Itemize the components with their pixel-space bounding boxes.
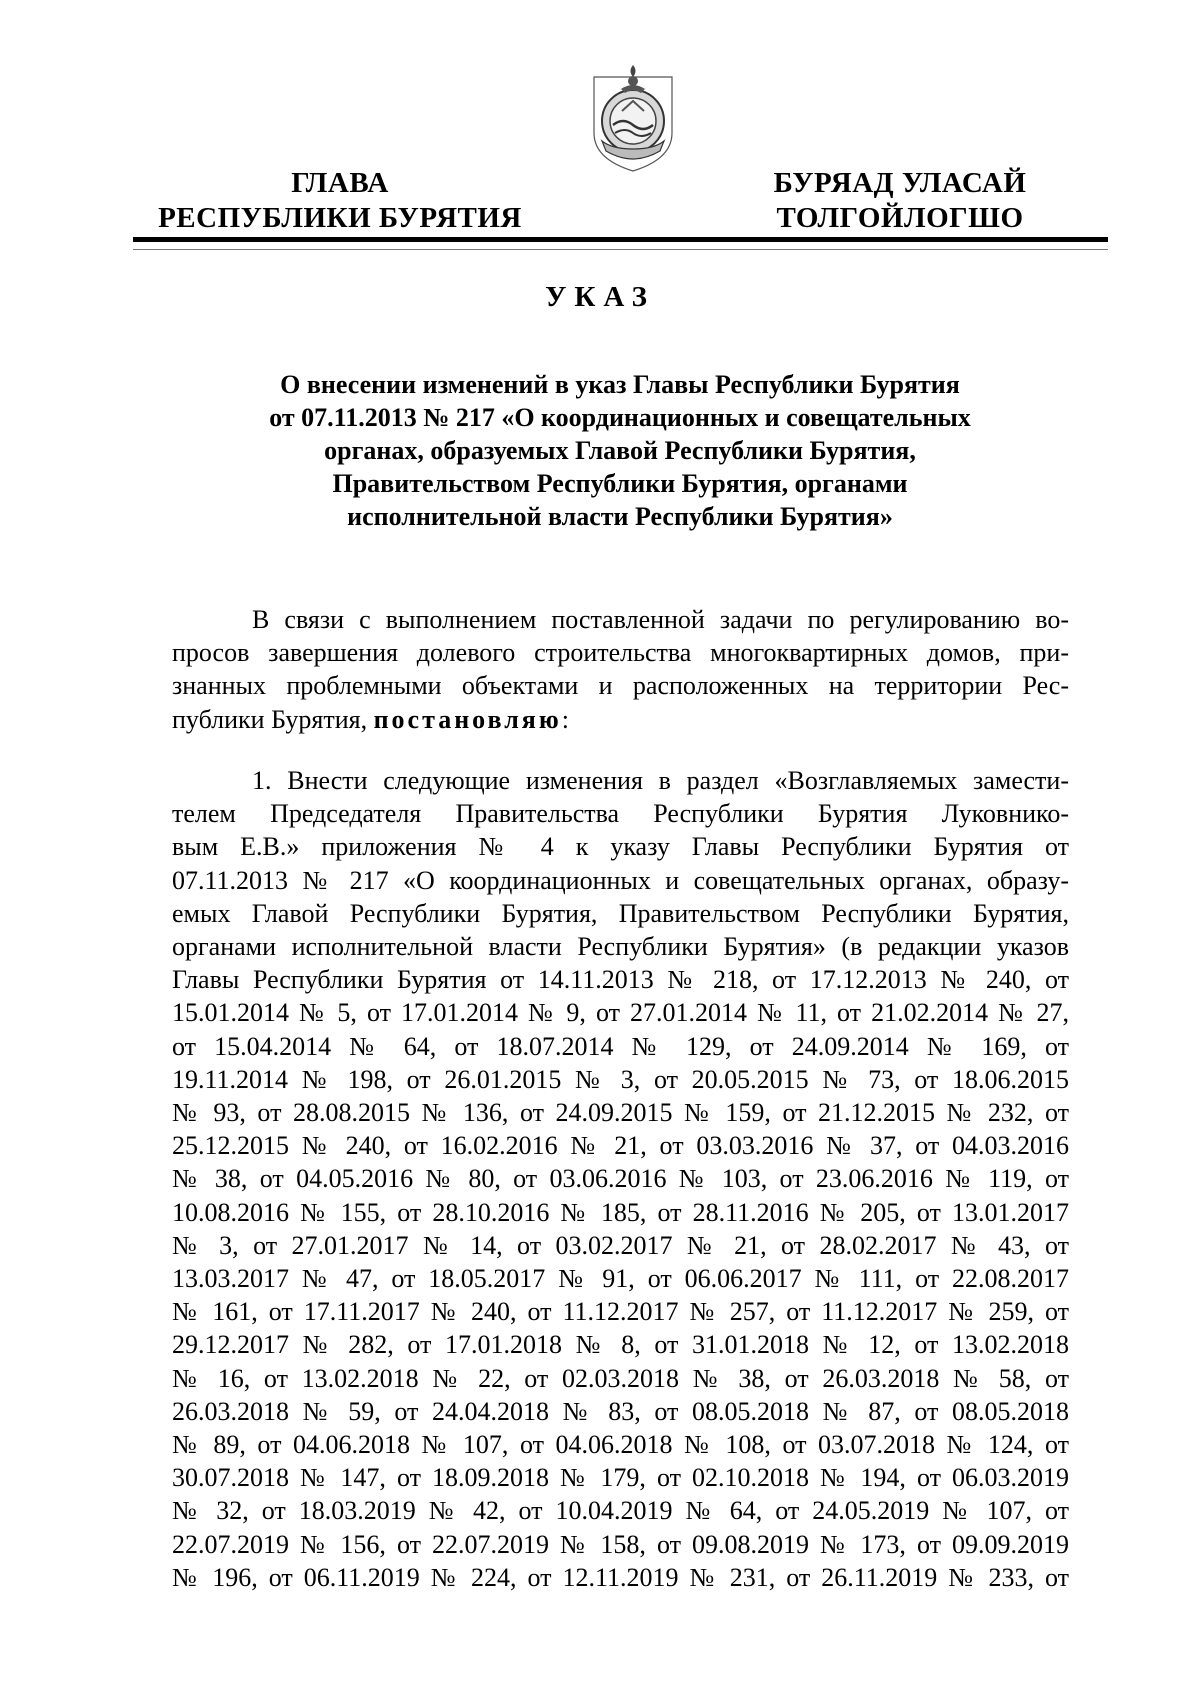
header-divider-thick — [133, 237, 1108, 242]
text-line: 22.07.2019 № 156, от 22.07.2019 № 158, от 09.08.2019 № 173, от 09.09.2019 — [172, 1529, 1069, 1559]
text-line: 10.08.2016 № 155, от 28.10.2016 № 185, от 28.11.2016 № 205, от 13.01.2017 — [172, 1197, 1069, 1227]
issuer-title-line: РЕСПУБЛИКИ БУРЯТИЯ — [158, 202, 522, 234]
text-line: 13.03.2017 № 47, от 18.05.2017 № 91, от 06.06.2017 № 111, от 22.08.2017 — [172, 1264, 1069, 1294]
subject-line: Правительством Республики Бурятия, органами — [332, 469, 908, 498]
text-line: 07.11.2013 № 217 «О координационных и совещательных органах, образу- — [172, 865, 1069, 895]
issuer-title-russian — [150, 166, 530, 236]
text-fragment: публики Бурятия, — [172, 704, 374, 734]
text-line: знанных проблемными объектами и расположенных на территории Рес- — [172, 671, 1069, 701]
issuer-title-line: ТОЛГОЙЛОГШО — [776, 202, 1024, 234]
text-line: емых Главой Республики Бурятия, Правительством Республики Бурятия, — [172, 898, 1069, 928]
issuer-title-buryat — [735, 166, 1065, 236]
text-line: № 38, от 04.05.2016 № 80, от 03.06.2016 № 103, от 23.06.2016 № 119, от — [172, 1164, 1069, 1194]
text-fragment: : — [561, 704, 569, 734]
coat-of-arms-icon — [588, 55, 678, 175]
header-divider-thin — [133, 249, 1108, 250]
subject-line: О внесении изменений в указ Главы Республики Бурятия — [280, 370, 960, 399]
preamble-paragraph — [172, 603, 1069, 736]
text-line: 19.11.2014 № 198, от 26.01.2015 № 3, от 20.05.2015 № 73, от 18.06.2015 — [172, 1064, 1069, 1094]
text-line: от 15.04.2014 № 64, от 18.07.2014 № 129, от 24.09.2014 № 169, от — [172, 1031, 1069, 1061]
text-line: № 32, от 18.03.2019 № 42, от 10.04.2019 № 64, от 24.05.2019 № 107, от — [172, 1496, 1069, 1526]
text-line: Главы Республики Бурятия от 14.11.2013 № 218, от 17.12.2013 № 240, от — [172, 965, 1069, 995]
text-line: 30.07.2018 № 147, от 18.09.2018 № 179, от 02.10.2018 № 194, от 06.03.2019 — [172, 1463, 1069, 1493]
issuer-title-line: БУРЯАД УЛАСАЙ — [773, 167, 1027, 199]
text-line — [172, 703, 1069, 736]
text-line: № 196, от 06.11.2019 № 224, от 12.11.2019 № 231, от 26.11.2019 № 233, от — [172, 1562, 1069, 1592]
issuer-title-line: ГЛАВА — [291, 167, 389, 199]
subject-line: исполнительной власти Республики Бурятия» — [347, 502, 893, 531]
text-line: 29.12.2017 № 282, от 17.01.2018 № 8, от 31.01.2018 № 12, от 13.02.2018 — [172, 1330, 1069, 1360]
text-line: № 89, от 04.06.2018 № 107, от 04.06.2018 № 108, от 03.07.2018 № 124, от — [172, 1430, 1069, 1460]
text-line: просов завершения долевого строительства многоквартирных домов, при- — [172, 638, 1069, 668]
decree-subject — [150, 368, 1090, 533]
text-line: № 16, от 13.02.2018 № 22, от 02.03.2018 № 38, от 26.03.2018 № 58, от — [172, 1363, 1069, 1393]
text-line: № 3, от 27.01.2017 № 14, от 03.02.2017 № 21, от 28.02.2017 № 43, от — [172, 1230, 1069, 1260]
subject-line: органах, образуемых Главой Республики Бурятия, — [324, 436, 916, 465]
text-line: 26.03.2018 № 59, от 24.04.2018 № 83, от 08.05.2018 № 87, от 08.05.2018 — [172, 1396, 1069, 1426]
subject-line: от 07.11.2013 № 217 «О координационных и совещательных — [269, 403, 971, 432]
text-line: 25.12.2015 № 240, от 16.02.2016 № 21, от 03.03.2016 № 37, от 04.03.2016 — [172, 1131, 1069, 1161]
text-line: № 93, от 28.08.2015 № 136, от 24.09.2015 № 159, от 21.12.2015 № 232, от — [172, 1098, 1069, 1128]
text-line: 1. Внести следующие изменения в раздел «Возглавляемых замести- — [252, 766, 1069, 795]
text-line: 15.01.2014 № 5, от 17.01.2014 № 9, от 27.01.2014 № 11, от 21.02.2014 № 27, — [172, 998, 1069, 1028]
item-1-paragraph — [172, 764, 1069, 1594]
decree-word: постановляю — [373, 704, 562, 734]
text-line: № 161, от 17.11.2017 № 240, от 11.12.2017 № 257, от 11.12.2017 № 259, от — [172, 1297, 1069, 1327]
document-type-title: УКАЗ — [545, 281, 655, 313]
text-line: вым Е.В.» приложения № 4 к указу Главы Республики Бурятия от — [172, 832, 1069, 862]
text-line: телем Председателя Правительства Республики Бурятия Луковнико- — [172, 799, 1069, 829]
text-line: органами исполнительной власти Республики Бурятия» (в редакции указов — [172, 932, 1069, 962]
text-line: В связи с выполнением поставленной задачи по регулированию во- — [252, 605, 1069, 634]
